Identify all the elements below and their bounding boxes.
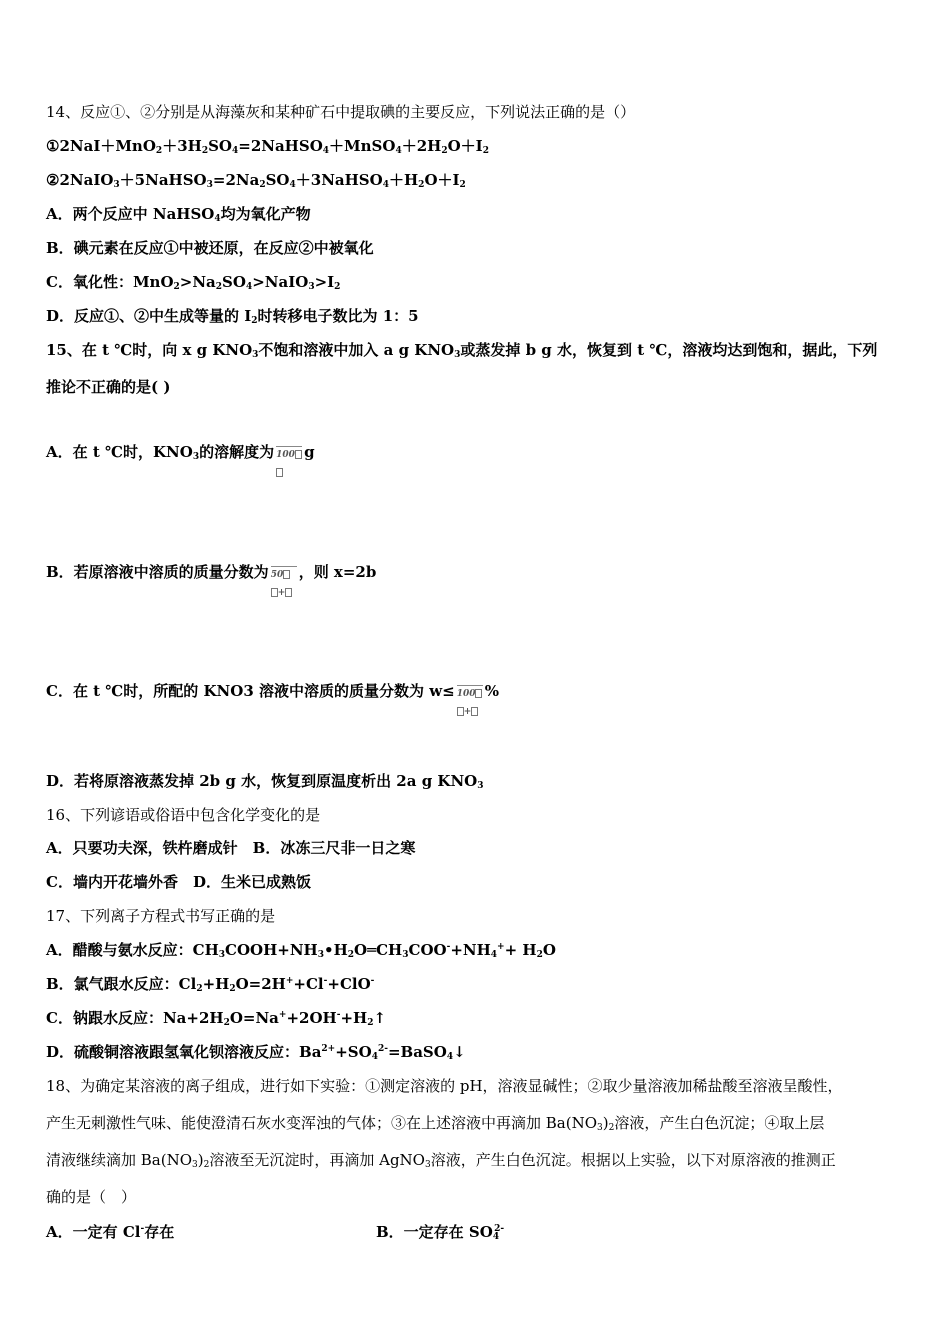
q14-option-d: D．反应①、②中生成等量的 $I_2$时转移电子数比为 1：5: [46, 307, 419, 326]
q16-options-ab: A．只要功夫深，铁杵磨成针 B．冰冻三尺非一日之寒: [46, 839, 416, 857]
q17-option-a: A．醋酸与氨水反应：$CH_3COOH+NH_3•H_2O═CH_3COO^-+NH_4^++ H_2O$: [46, 941, 556, 960]
q18-option-a: A．一定有 Cl-存在: [46, 1223, 175, 1241]
q17-option-d: D．硫酸铜溶液跟氢氧化钡溶液反应：$Ba^{2+}+SO_4^{2-}=BaSO_4↓$: [46, 1043, 466, 1062]
q15-stem-line-2: 推论不正确的是( ): [46, 378, 171, 396]
q14-option-b: B．碘元素在反应①中被还原，在反应②中被氧化: [46, 239, 374, 257]
q15-stem-line-1: 15、在 t ℃时，向 x g $KNO_3$不饱和溶液中加入 a g $KNO_3$或蒸发掉 b g 水，恢复到 t ℃，溶液均达到饱和，据此，下列: [46, 341, 878, 360]
q16-options-cd: C．墙内开花墙外香 D．生米已成熟饭: [46, 873, 311, 891]
q14-option-c: C．氧化性：$MnO_2>Na_2SO_4>NaIO_3>I_2$: [46, 273, 341, 292]
fraction-image: 100 +: [455, 668, 485, 716]
q14-equation-2: $②2NaIO_3+5NaHSO_3=2Na_2SO_4+3NaHSO_4+H_2O+I_2$: [46, 171, 466, 190]
q15-option-a: A．在 t ℃时，$KNO_3$的溶解度为 100 g: [46, 428, 315, 477]
fraction-image: 100: [274, 429, 304, 477]
q15-option-b: B．若原溶液中溶质的质量分数为 50 + ，则 x=2b: [46, 548, 376, 597]
q14-option-a: A．两个反应中 NaHSO$_4$均为氧化产物: [46, 205, 311, 224]
q14-stem: 14、反应①、②分别是从海藻灰和某种矿石中提取碘的主要反应，下列说法正确的是（）: [46, 103, 636, 121]
q14-equation-1: $①2NaI+MnO_2+3H_2SO_4=2NaHSO_4+MnSO_4+2H_2O+I_2$: [46, 137, 489, 156]
q18-stem-line-4: 确的是（ ）: [46, 1188, 137, 1206]
q16-stem: 16、下列谚语或俗语中包含化学变化的是: [46, 806, 321, 824]
q18-stem-line-1: 18、为确定某溶液的离子组成，进行如下实验：①测定溶液的 pH，溶液显碱性；②取少量溶液加稀盐酸至溶液呈酸性，: [46, 1077, 843, 1095]
q18-stem-line-2: 产生无刺激性气味、能使澄清石灰水变浑浊的气体；③在上述溶液中再滴加 $Ba(NO_3)_2$溶液，产生白色沉淀；④取上层: [46, 1114, 825, 1133]
q15-option-c: C．在 t ℃时，所配的 KNO3 溶液中溶质的质量分数为 w≤ 100 + %: [46, 667, 499, 716]
q18-option-b: B．一定存在 $SO_4^{2-}$: [376, 1223, 505, 1242]
q17-option-c: C．钠跟水反应：$Na+2H_2O=Na^++2OH^-+H_2↑$: [46, 1009, 387, 1028]
q17-option-b: B．氯气跟水反应：$Cl_2+H_2O=2H^++Cl^-+ClO^-$: [46, 975, 375, 994]
fraction-image: 50 +: [269, 549, 299, 597]
q18-stem-line-3: 清液继续滴加 $Ba(NO_3)_2$溶液至无沉淀时，再滴加 AgNO$_3$溶液，产生白色沉淀。根据以上实验，以下对原溶液的推测正: [46, 1151, 836, 1170]
q17-stem: 17、下列离子方程式书写正确的是: [46, 907, 276, 925]
q15-option-d: D．若将原溶液蒸发掉 2b g 水，恢复到原温度析出 2a g $KNO_3$: [46, 772, 484, 791]
